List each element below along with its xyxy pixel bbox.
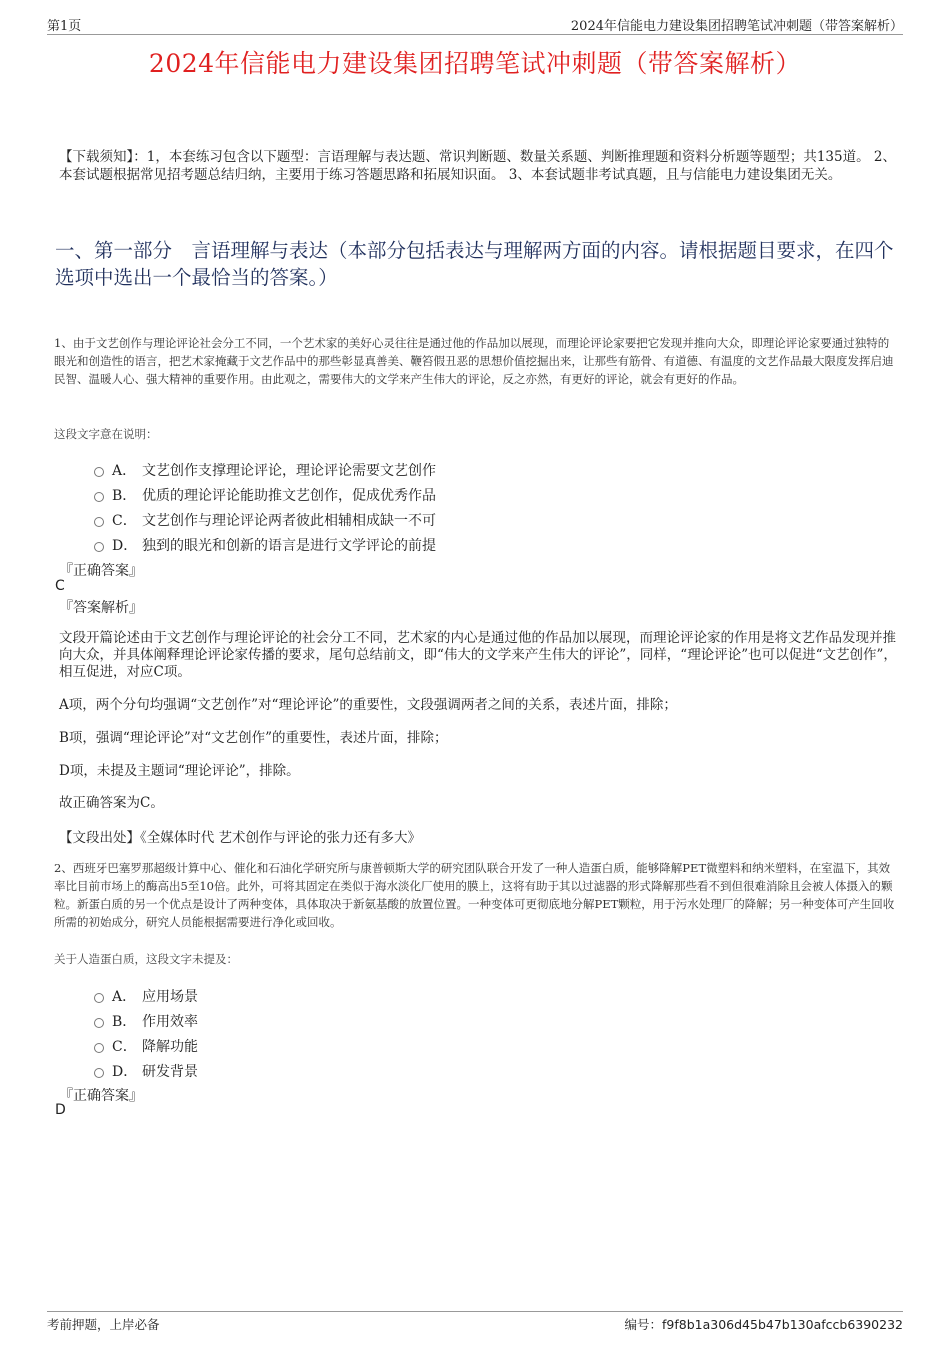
correct-answer: C (55, 578, 65, 594)
analysis-label: 『答案解析』 (59, 600, 143, 616)
question-1-prompt: 这段文字意在说明： (54, 427, 158, 441)
question-1-options (94, 457, 436, 557)
radio-icon[interactable] (94, 542, 104, 552)
document-title: 2024年信能电力建设集团招聘笔试冲刺题（带答案解析） (148, 49, 802, 78)
option-letter: D． (112, 537, 138, 554)
footer-slogan: 考前押题，上岸必备 (47, 1317, 160, 1332)
question-2-options (94, 983, 198, 1083)
option-d[interactable] (94, 532, 436, 557)
option-b[interactable] (94, 1008, 198, 1033)
option-text: 独到的眼光和创新的语言是进行文学评论的前提 (142, 537, 436, 554)
correct-answer: D (55, 1102, 66, 1118)
option-text: 研发背景 (142, 1063, 198, 1080)
option-letter: A． (112, 462, 137, 479)
code-value: f9f8b1a306d45b47b130afccb6390232 (662, 1317, 903, 1332)
analysis-conclusion: 故正确答案为C。 (59, 795, 164, 811)
analysis-option-d: D项，未提及主题词“理论评论”，排除。 (59, 763, 300, 779)
option-text: 文艺创作支撑理论评论，理论评论需要文艺创作 (142, 462, 436, 479)
document-code (624, 1315, 903, 1333)
code-label: 编号： (624, 1317, 662, 1332)
correct-answer-label: 『正确答案』 (59, 563, 143, 579)
option-c[interactable] (94, 507, 436, 532)
option-a[interactable] (94, 983, 198, 1008)
passage-source: 【文段出处】《全媒体时代 艺术创作与评论的张力还有多大》 (59, 830, 422, 846)
question-1-text: 1、由于文艺创作与理论评论社会分工不同，一个艺术家的美好心灵往往是通过他的作品加以展现，而理论评论家要把它发现并推向大众，即理论评论家要通过独特的眼光和创造性的语言，把艺术家掩藏于文艺作品中的那些彰显真善美、鞭笞假丑恶的思想价值挖掘出来，让那些有筋骨、有道德、有温度的文艺作品最大限度发挥启迪民智、温暖人心、强大精神的重要作用。由此观之，需要伟大的文学来产生伟大的评论，反之亦然，有更好的评论，就会有更好的作品。 (54, 336, 894, 386)
analysis-option-a: A项，两个分句均强调“文艺创作”对“理论评论”的重要性，文段强调两者之间的关系，表述片面，排除； (59, 697, 677, 713)
radio-icon[interactable] (94, 1043, 104, 1053)
radio-icon[interactable] (94, 1018, 104, 1028)
analysis-main: 文段开篇论述由于文艺创作与理论评论的社会分工不同，艺术家的内心是通过他的作品加以展现，而理论评论家的作用是将文艺作品发现并推向大众，并具体阐释理论评论家传播的要求，尾句总结前文，即“伟大的文学来产生伟大的评论”，同样，“理论评论”也可以促进“文艺创作”，相互促进，对应C项。 (59, 630, 897, 680)
option-text: 降解功能 (142, 1038, 198, 1055)
option-a[interactable] (94, 457, 436, 482)
radio-icon[interactable] (94, 517, 104, 527)
option-b[interactable] (94, 482, 436, 507)
radio-icon[interactable] (94, 467, 104, 477)
radio-icon[interactable] (94, 993, 104, 1003)
option-letter: D． (112, 1063, 138, 1080)
question-2-text: 2、西班牙巴塞罗那超级计算中心、催化和石油化学研究所与康普顿斯大学的研究团队联合开发了一种人造蛋白质，能够降解PET微塑料和纳米塑料，在室温下，其效率比目前市场上的酶高出5至10倍。此外，可将其固定在类似于海水淡化厂使用的膜上，这将有助于其以过滤器的形式降解那些看不到但很难消除且会被人体摄入的颗粒。新蛋白质的另一个优点是设计了两种变体，具体取决于新氨基酸的放置位置。一种变体可更彻底地分解PET颗粒，用于污水处理厂的降解；另一种变体可产生回收所需的初始成分，研究人员能根据需要进行净化或回收。 (54, 861, 895, 929)
analysis-option-b: B项，强调“理论评论”对“文艺创作”的重要性，表述片面，排除； (59, 730, 448, 746)
option-letter: B． (112, 1013, 137, 1030)
option-c[interactable] (94, 1033, 198, 1058)
question-2-prompt: 关于人造蛋白质，这段文字未提及： (54, 952, 238, 966)
header-divider (47, 34, 903, 35)
option-d[interactable] (94, 1058, 198, 1083)
option-text: 作用效率 (142, 1013, 198, 1030)
running-title: 2024年信能电力建设集团招聘笔试冲刺题（带答案解析） (570, 19, 903, 34)
section-heading: 一、第一部分 言语理解与表达（本部分包括表达与理解两方面的内容。请根据题目要求，在四个选项中选出一个最恰当的答案。） (55, 239, 894, 289)
page-number: 第1页 (47, 19, 82, 34)
option-letter: B． (112, 487, 137, 504)
radio-icon[interactable] (94, 1068, 104, 1078)
option-letter: C． (112, 1038, 137, 1055)
option-letter: C． (112, 512, 137, 529)
correct-answer-label: 『正确答案』 (59, 1088, 143, 1104)
radio-icon[interactable] (94, 492, 104, 502)
option-letter: A． (112, 988, 137, 1005)
download-notice: 【下载须知】：1，本套练习包含以下题型：言语理解与表达题、常识判断题、数量关系题、判断推理题和资料分析题等题型；共135道。 2、本套试题根据常见招考题总结归纳，主要用于练习答题思路和拓展知识面。 3、本套试题非考试真题，且与信能电力建设集团无关。 (59, 149, 896, 183)
option-text: 优质的理论评论能助推文艺创作，促成优秀作品 (142, 487, 436, 504)
footer-divider (47, 1311, 903, 1312)
option-text: 文艺创作与理论评论两者彼此相辅相成缺一不可 (142, 512, 436, 529)
option-text: 应用场景 (142, 988, 198, 1005)
